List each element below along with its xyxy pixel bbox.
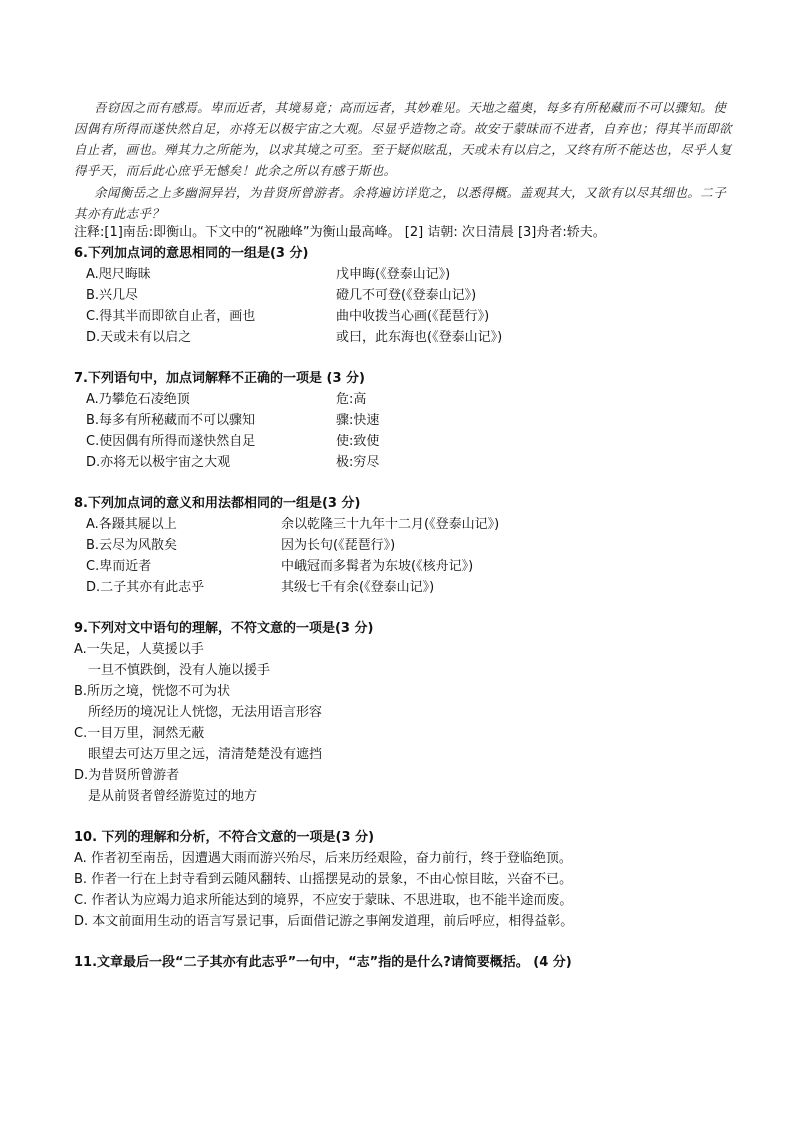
q9-option-b-translation: 所经历的境况让人恍惚，无法用语言形容	[88, 705, 323, 720]
q8-option-a-right: 余以乾隆三十九年十二月(《登泰山记》)	[281, 517, 500, 532]
q7-option-a-left: A.乃攀危石凌绝顶	[86, 392, 190, 407]
q6-option-b-right: 磴几不可登(《登泰山记》)	[336, 288, 477, 303]
question-10-title: 10. 下列的理解和分析，不符合文意的一项是(3 分)	[74, 830, 375, 845]
q8-option-c-right: 中峨冠而多髯者为东坡(《核舟记》)	[281, 559, 474, 574]
q8-option-d-left: D.二子其亦有此志乎	[86, 580, 205, 595]
q6-option-c-right: 曲中收拨当心画(《琵琶行》)	[336, 309, 490, 324]
q6-option-d-left: D.天或未有以启之	[86, 330, 192, 345]
q8-option-b-left: B.云尽为风散矣	[86, 538, 178, 553]
q8-option-a-left: A.各蹑其屣以上	[86, 517, 177, 532]
q9-option-c: C.一目万里，洞然无蔽	[74, 726, 205, 741]
q6-option-a-left: A.咫尺晦昧	[86, 267, 151, 282]
q7-option-b-right: 骤:快速	[336, 413, 380, 428]
q7-option-d-right: 极:穷尽	[336, 455, 380, 470]
question-6-title: 6.下列加点词的意思相同的一组是(3 分)	[74, 246, 309, 261]
q7-option-d-left: D.亦将无以极宇宙之大观	[86, 455, 231, 470]
question-7-title: 7.下列语句中，加点词解释不正确的一项是 (3 分)	[74, 371, 365, 386]
q6-option-b-left: B.兴几尽	[86, 288, 139, 303]
q10-option-b: B. 作者一行在上封寺看到云随风翻转、山摇摆晃动的景象，不由心惊目眩，兴奋不已。	[74, 872, 573, 887]
q7-option-c-left: C.使因偶有所得而遂快然自足	[86, 434, 256, 449]
q8-option-d-right: 其级七千有余(《登泰山记》)	[281, 580, 435, 595]
q9-option-d: D.为昔贤所曾游者	[74, 768, 180, 783]
q9-option-a: A.一失足，人莫援以手	[74, 642, 204, 657]
question-8-title: 8.下列加点词的意义和用法都相同的一组是(3 分)	[74, 496, 361, 511]
q10-option-c: C. 作者认为应竭力追求所能达到的境界，不应安于蒙昧、不思进取，也不能半途而废。	[74, 893, 573, 908]
q7-option-b-left: B.每多有所秘藏而不可以骤知	[86, 413, 256, 428]
q9-option-b: B.所历之境，恍惚不可为状	[74, 684, 231, 699]
passage-paragraph-1: 吾窃因之而有感焉。卑而近者，其境易竟；高而远者，其妙难见。天地之蕴奥，每多有所秘藏而不可以骤知。使因偶有所得而遂快然自足，亦将无以极宇宙之大观。尽显乎造物之奇。故安于蒙昧而不进者，自弃也；得其半而即欲自止者，画也。殚其力之所能为，以求其境之可至。至于疑似眩乱，天或未有以启之，又终有所不能达也，尽乎人复得乎天，而后此心庶乎无憾矣！此余之所以有感于斯也。	[74, 100, 732, 178]
passage-paragraph-2: 余闻衡岳之上多幽洞异岩，为昔贤所曾游者。余将遍访详览之，以悉得概。盖观其大，又欲有以尽其细也。二子其亦有此志乎？	[74, 185, 727, 221]
q7-option-c-right: 使:致使	[336, 434, 380, 449]
q9-option-a-translation: 一旦不慎跌倒，没有人施以援手	[88, 663, 271, 678]
q7-option-a-right: 危:高	[336, 392, 367, 407]
q6-option-d-right: 或曰，此东海也(《登泰山记》)	[336, 330, 503, 345]
footnote: 注释:[1]南岳:即衡山。下文中的“祝融峰”为衡山最高峰。 [2] 诘朝: 次日清晨 [3]舟者:轿夫。	[74, 225, 606, 240]
q8-option-b-right: 因为长句(《琵琶行》)	[281, 538, 396, 553]
q10-option-d: D. 本文前面用生动的语言写景记事，后面借记游之事阐发道理，前后呼应，相得益彰。	[74, 914, 574, 929]
question-9-title: 9.下列对文中语句的理解，不符文意的一项是(3 分)	[74, 621, 374, 636]
question-11-title: 11.文章最后一段“二子其亦有此志乎”一句中，“志”指的是什么?请简要概括。 (4 分)	[74, 955, 572, 970]
q9-option-c-translation: 眼望去可达万里之远，清清楚楚没有遮挡	[88, 747, 323, 762]
q8-option-c-left: C.卑而近者	[86, 559, 152, 574]
q6-option-c-left: C.得其半而即欲自止者，画也	[86, 309, 256, 324]
q9-option-d-translation: 是从前贤者曾经游览过的地方	[88, 789, 258, 804]
q6-option-a-right: 戊申晦(《登泰山记》)	[336, 267, 451, 282]
q10-option-a: A. 作者初至南岳，因遭遇大雨而游兴殆尽，后来历经艰险，奋力前行，终于登临绝顶。	[74, 851, 572, 866]
